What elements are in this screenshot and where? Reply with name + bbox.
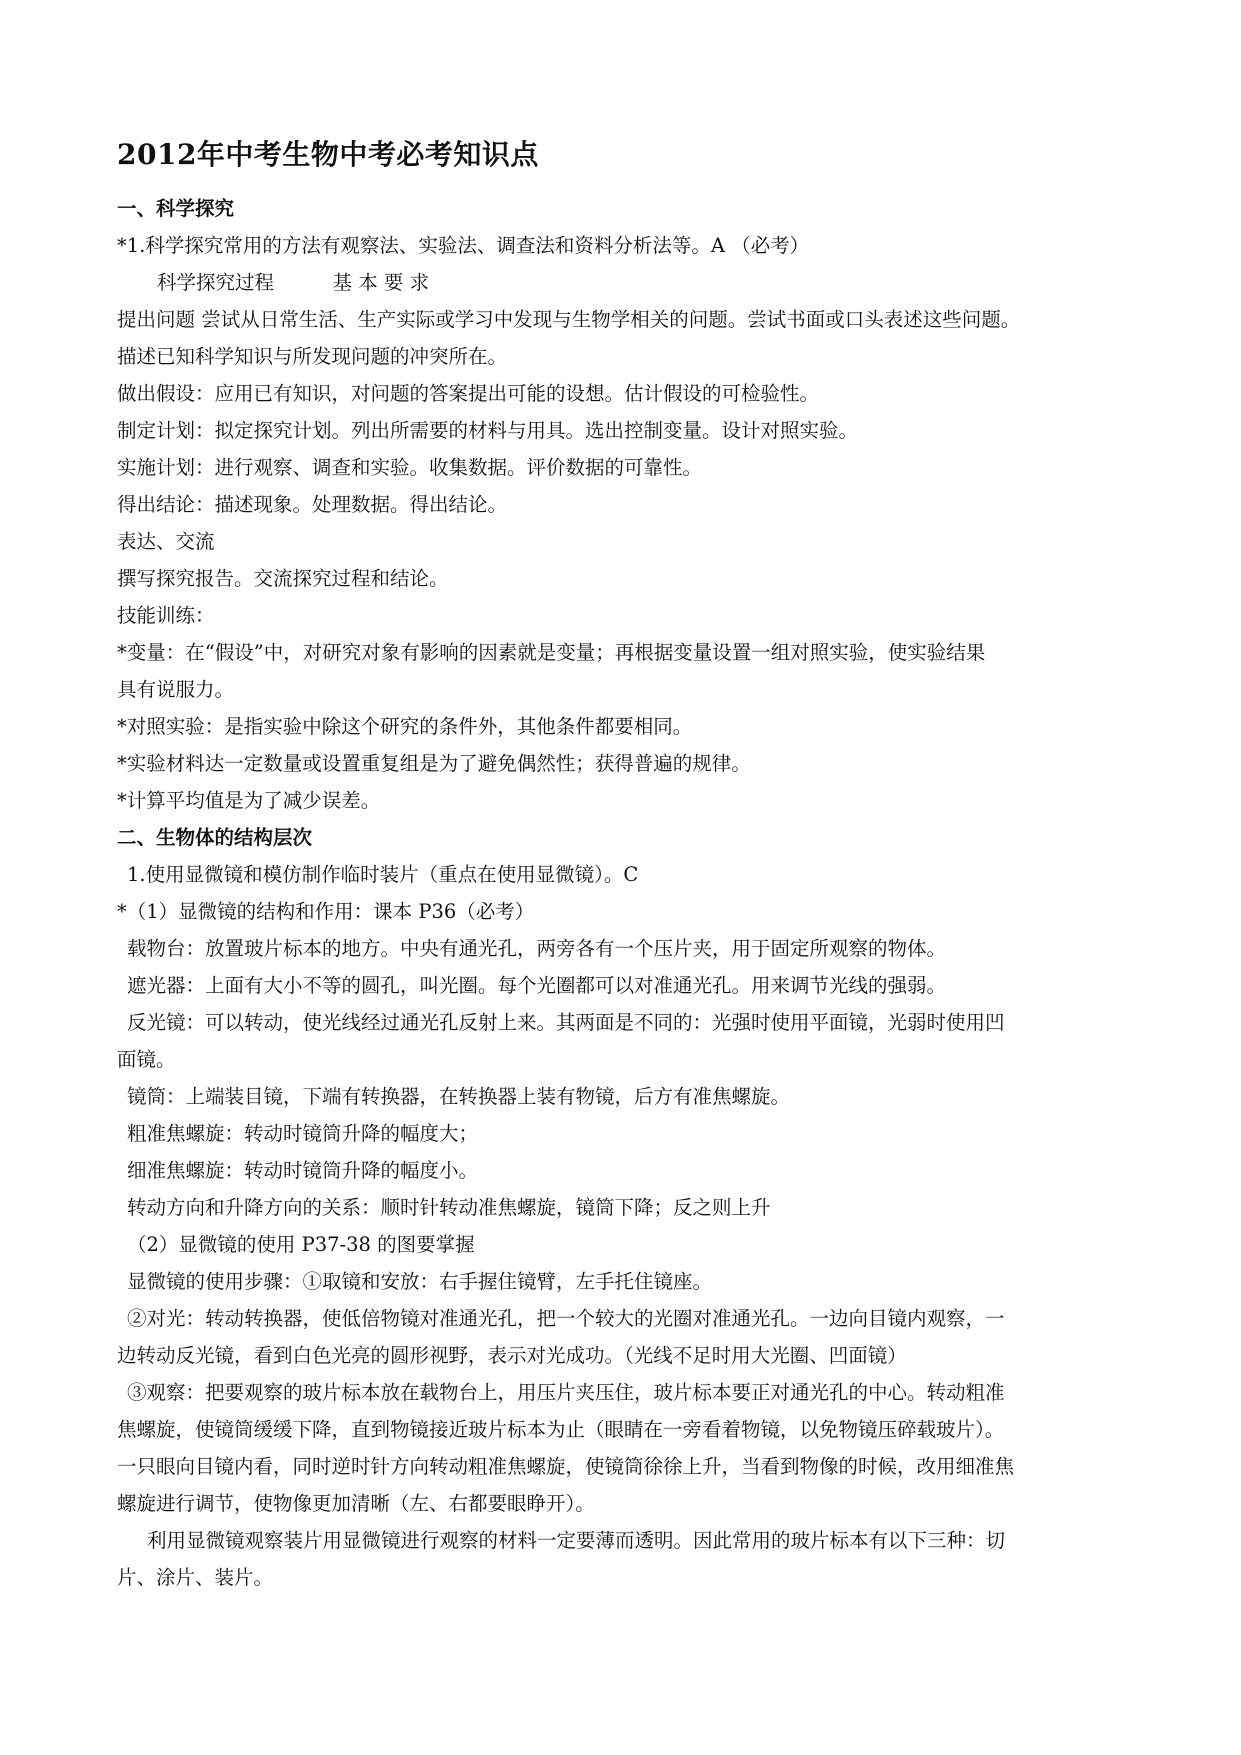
text-line: *对照实验：是指实验中除这个研究的条件外，其他条件都要相同。 xyxy=(117,715,693,738)
text-line: 具有说服力。 xyxy=(117,678,235,701)
text-line: *1.科学探究常用的方法有观察法、实验法、调查法和资料分析法等。A （必考） xyxy=(117,234,810,257)
text-line: 转动方向和升降方向的关系：顺时针转动准焦螺旋，镜筒下降；反之则上升 xyxy=(127,1196,771,1219)
text-line: 遮光器：上面有大小不等的圆孔，叫光圈。每个光圈都可以对准通光孔。用来调节光线的强弱。 xyxy=(127,974,947,997)
text-line: 做出假设：应用已有知识，对问题的答案提出可能的设想。估计假设的可检验性。 xyxy=(117,382,820,405)
text-line: 片、涂片、装片。 xyxy=(117,1566,274,1589)
text-line: 实施计划：进行观察、调查和实验。收集数据。评价数据的可靠性。 xyxy=(117,456,703,479)
text-line: 制定计划：拟定探究计划。列出所需要的材料与用具。选出控制变量。设计对照实验。 xyxy=(117,419,859,442)
text-line: 1.使用显微镜和模仿制作临时装片（重点在使用显微镜）。C xyxy=(127,863,639,886)
text-line: 利用显微镜观察装片用显微镜进行观察的材料一定要薄而透明。因此常用的玻片标本有以下三种：切 xyxy=(147,1529,1006,1552)
text-line: 粗准焦螺旋：转动时镜筒升降的幅度大； xyxy=(127,1122,479,1145)
text-line: 螺旋进行调节，使物像更加清晰（左、右都要眼睁开）。 xyxy=(117,1492,595,1515)
text-line: 镜筒：上端装目镜，下端有转换器，在转换器上装有物镜，后方有准焦螺旋。 xyxy=(127,1085,791,1108)
text-line: 载物台：放置玻片标本的地方。中央有通光孔，两旁各有一个压片夹，用于固定所观察的物体。 xyxy=(127,937,947,960)
text-line: 一只眼向目镜内看，同时逆时针方向转动粗准焦螺旋，使镜筒徐徐上升，当看到物像的时候，改用细准焦 xyxy=(117,1455,1015,1478)
text-line: ③观察：把要观察的玻片标本放在载物台上，用压片夹压住，玻片标本要正对通光孔的中心。转动粗准 xyxy=(127,1381,1005,1404)
text-line: 焦螺旋，使镜筒缓缓下降，直到物镜接近玻片标本为止（眼睛在一旁看着物镜，以免物镜压碎载玻片）。 xyxy=(117,1418,1005,1441)
text-line: *（1）显微镜的结构和作用：课本 P36（必考） xyxy=(117,900,535,923)
text-line: 得出结论：描述现象。处理数据。得出结论。 xyxy=(117,493,508,516)
text-line: （2）显微镜的使用 P37-38 的图要掌握 xyxy=(127,1233,475,1256)
document-body xyxy=(117,190,1129,1596)
text-line: *实验材料达一定数量或设置重复组是为了避免偶然性；获得普遍的规律。 xyxy=(117,752,751,775)
document-title: 2012年中考生物中考必考知识点 xyxy=(117,138,539,171)
text-line: 显微镜的使用步骤：①取镜和安放：右手握住镜臂，左手托住镜座。 xyxy=(127,1270,713,1293)
text-line: 面镜。 xyxy=(117,1048,176,1071)
text-line: 细准焦螺旋：转动时镜筒升降的幅度小。 xyxy=(127,1159,479,1182)
section-heading: 一、科学探究 xyxy=(117,197,235,220)
text-line: 反光镜：可以转动，使光线经过通光孔反射上来。其两面是不同的：光强时使用平面镜，光弱时使用凹 xyxy=(127,1011,1005,1034)
text-line: 表达、交流 xyxy=(117,530,215,553)
text-line: ②对光：转动转换器，使低倍物镜对准通光孔，把一个较大的光圈对准通光孔。一边向目镜内观察，一 xyxy=(127,1307,1005,1330)
text-line: *计算平均值是为了减少误差。 xyxy=(117,789,381,812)
text-line: *变量：在“假设”中，对研究对象有影响的因素就是变量；再根据变量设置一组对照实验，使实验结果 xyxy=(117,641,986,664)
text-line: 撰写探究报告。交流探究过程和结论。 xyxy=(117,567,449,590)
text-line: 科学探究过程 基 本 要 求 xyxy=(157,271,430,294)
text-line: 描述已知科学知识与所发现问题的冲突所在。 xyxy=(117,345,508,368)
text-line: 提出问题 尝试从日常生活、生产实际或学习中发现与生物学相关的问题。尝试书面或口头表述这些问题。 xyxy=(117,308,1021,331)
text-line: 技能训练： xyxy=(117,604,215,627)
text-line: 边转动反光镜，看到白色光亮的圆形视野，表示对光成功。（光线不足时用大光圈、凹面镜） xyxy=(117,1344,907,1367)
section-heading: 二、生物体的结构层次 xyxy=(117,826,313,849)
